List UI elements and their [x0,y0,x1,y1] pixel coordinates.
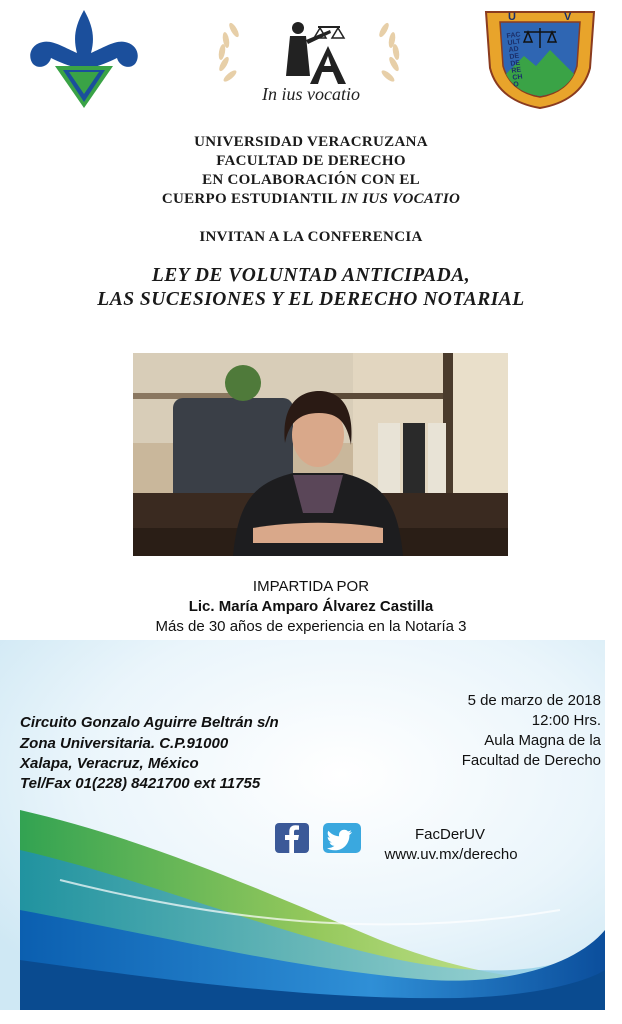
website-link[interactable]: www.uv.mx/derecho [384,846,518,863]
conference-title-line1: LEY DE VOLUNTAD ANTICIPADA, [151,265,471,286]
speaker-intro: IMPARTIDA POR [252,578,370,595]
header-student-body-prefix: CUERPO ESTUDIANTIL [161,191,337,207]
uv-fleur-de-lis-logo [25,8,143,108]
in-ius-vocatio-logo [200,6,418,112]
header-collaboration: EN COLABORACIÓN CON EL [202,172,420,188]
event-time: 12:00 Hrs. [531,712,601,729]
event-venue-line2: Facultad de Derecho [461,752,601,769]
in-ius-vocatio-logo-text: In ius vocatio [262,84,360,104]
shield-letter-v: V [564,11,572,23]
header-faculty: FACULTAD DE DERECHO [216,153,406,169]
header-student-body [0,191,622,208]
address-line4: Tel/Fax 01(228) 8421700 ext 11755 [20,775,261,792]
shield-letter-u: U [508,11,516,23]
speaker-name: Lic. María Amparo Álvarez Castilla [188,598,434,615]
facebook-icon[interactable] [275,823,309,853]
shield-text: FACULTAD DE DERECHO [506,31,524,89]
header-university: UNIVERSIDAD VERACRUZANA [194,134,428,150]
address-line3: Xalapa, Veracruz, México [20,755,199,772]
conference-title-line2: LAS SUCESIONES Y EL DERECHO NOTARIAL [97,289,525,310]
header-student-body-name: IN IUS VOCATIO [340,191,461,207]
address-line2: Zona Universitaria. C.P.91000 [20,735,229,752]
facultad-de-derecho-shield [484,8,596,110]
header-invite: INVITAN A LA CONFERENCIA [199,229,423,245]
social-handle[interactable]: FacDerUV [414,826,485,843]
address-line1: Circuito Gonzalo Aguirre Beltrán s/n [20,714,279,731]
event-venue-line1: Aula Magna de la [484,732,601,749]
event-date: 5 de marzo de 2018 [467,692,601,709]
speaker-photo [133,353,508,556]
speaker-bio: Más de 30 años de experiencia en la Notaría 3 [155,618,467,635]
